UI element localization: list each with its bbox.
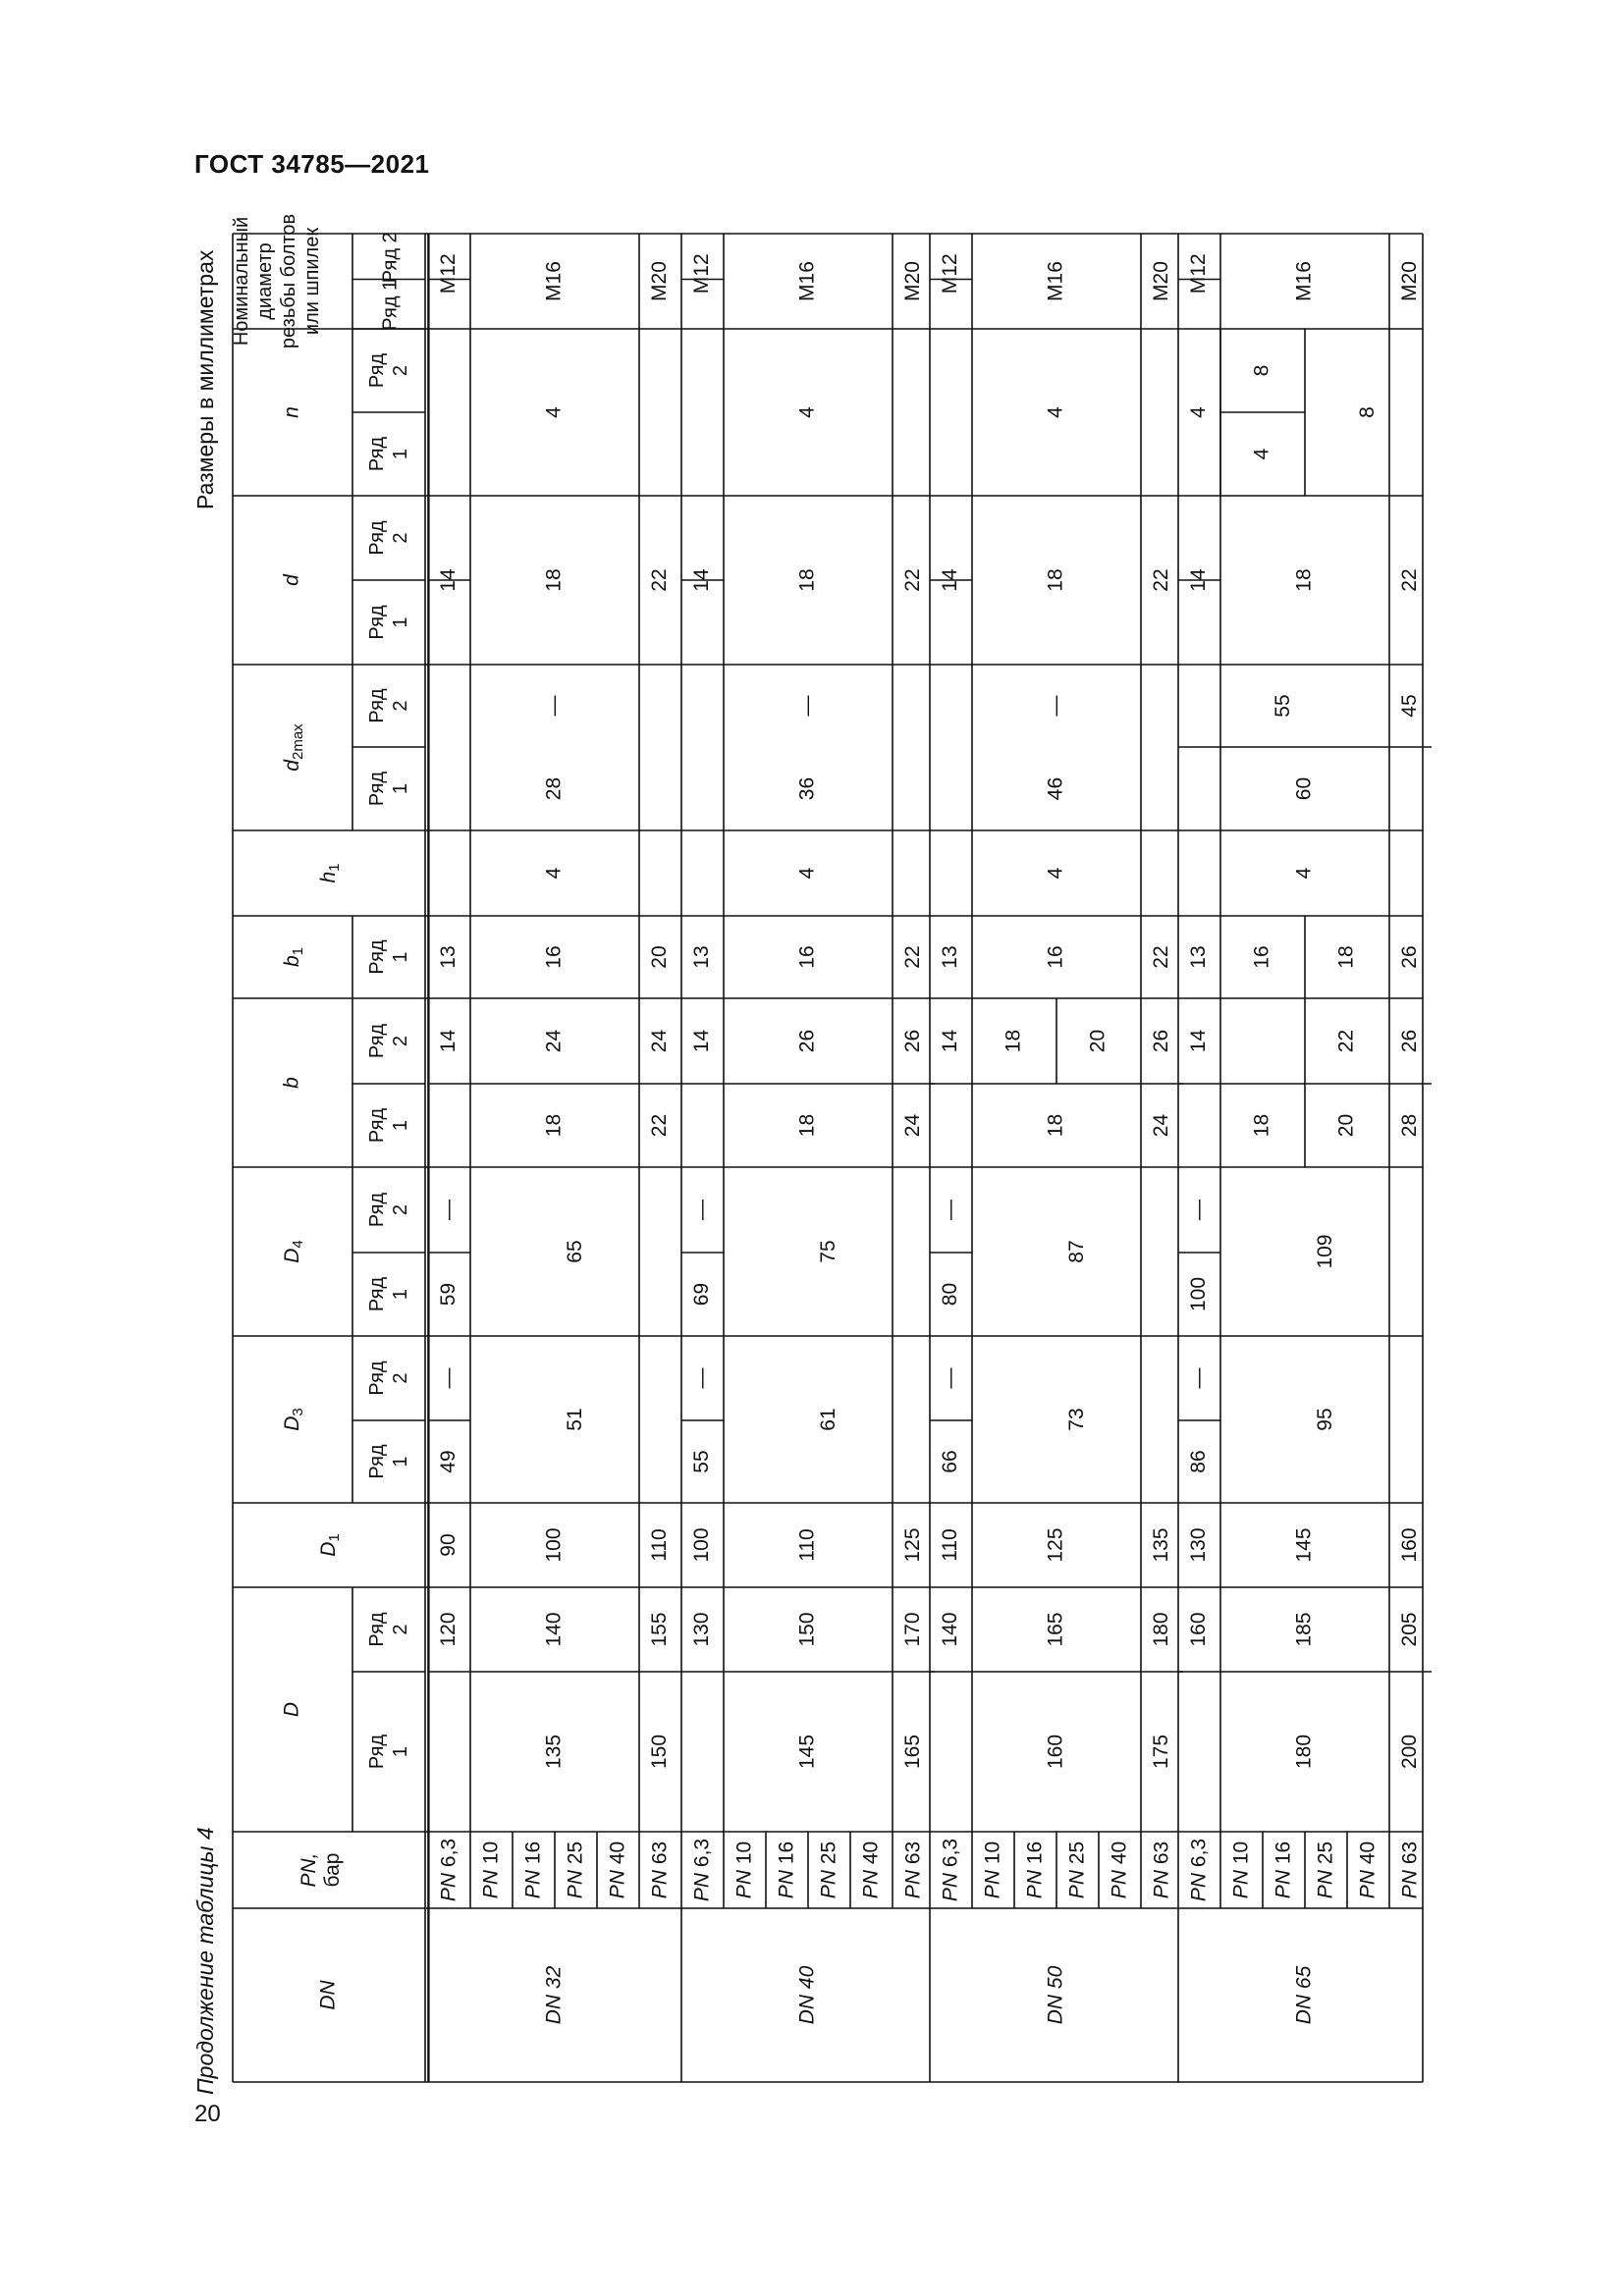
cell-D1: 160 — [1398, 1527, 1422, 1563]
cell-b-r2: 26 — [901, 1029, 925, 1053]
cell-d: 22 — [901, 568, 925, 592]
cell-D4-r1: 59 — [437, 1282, 460, 1307]
dn-label: DN 40 — [795, 1965, 819, 2025]
cell-thread: M20 — [901, 261, 925, 301]
cell-D3-r1: 55 — [690, 1450, 714, 1473]
cell-h1: 4 — [1044, 867, 1067, 880]
cell-b-r2: 24 — [542, 1029, 566, 1053]
cell-D1: 135 — [1150, 1527, 1173, 1563]
cell-thread: M12 — [1187, 253, 1211, 294]
cell-b1: 22 — [1150, 945, 1173, 969]
cell-D-r1: 160 — [1044, 1734, 1067, 1770]
cell-h1: 4 — [542, 867, 566, 880]
cell-b-r1: 18 — [1044, 1113, 1067, 1138]
header-D1: $D_1$ — [316, 1533, 343, 1557]
dn-label: DN 32 — [542, 1965, 566, 2025]
header-thread-row2: Ряд 2 — [379, 232, 402, 284]
cell-b-r1: 28 — [1398, 1113, 1422, 1138]
cell-d2max-r1: 28 — [542, 776, 566, 801]
pn-label: PN 25 — [1314, 1841, 1337, 1899]
cell-D3-r2: — — [1187, 1367, 1211, 1389]
pn-label: PN 40 — [859, 1841, 883, 1899]
cell-D3-r1: 86 — [1187, 1450, 1211, 1473]
cell-d: 14 — [690, 568, 714, 592]
pn-label: PN 16 — [775, 1841, 798, 1899]
header-row1-2: Ряд 1 — [366, 1276, 411, 1312]
header-row2-1: Ряд 2 — [366, 1361, 411, 1396]
pn-label: PN 25 — [1065, 1841, 1089, 1899]
cell-D3-merged: 95 — [1314, 1408, 1337, 1431]
cell-D-r1: 180 — [1292, 1734, 1316, 1770]
cell-d2max-r1: 36 — [795, 776, 819, 801]
cell-D-r2: 185 — [1292, 1612, 1316, 1647]
cell-b-r2: 18 — [1001, 1029, 1025, 1053]
cell-n-r1: 4 — [1250, 448, 1273, 460]
cell-D1: 90 — [437, 1533, 460, 1557]
pn-label: PN 6,3 — [437, 1838, 460, 1902]
header-row2-0: Ряд 2 — [366, 1612, 411, 1647]
header-row2-4: Ряд 2 — [366, 688, 411, 723]
cell-D-r1: 145 — [795, 1734, 819, 1770]
header-row2-5: Ряд 2 — [366, 520, 411, 556]
cell-n: 4 — [1187, 406, 1211, 418]
cell-n: 8 — [1356, 406, 1380, 418]
cell-d2max-r2: — — [795, 695, 819, 717]
cell-thread: M20 — [1150, 261, 1173, 301]
cell-b-r2: 26 — [1150, 1029, 1173, 1053]
cell-b-r1: 18 — [542, 1113, 566, 1138]
cell-d: 18 — [542, 568, 566, 592]
cell-b1: 16 — [795, 945, 819, 969]
pn-label: PN 40 — [606, 1841, 629, 1899]
table-cells — [231, 214, 1421, 2024]
cell-D4-r1: 80 — [939, 1282, 962, 1307]
cell-D-r2: 205 — [1398, 1612, 1422, 1647]
pn-label: PN 40 — [1356, 1841, 1380, 1899]
header-D4: $D_4$ — [280, 1240, 306, 1263]
header-row1-6: Ряд 1 — [366, 605, 411, 640]
cell-d: 14 — [939, 568, 962, 592]
cell-D1: 100 — [542, 1527, 566, 1563]
cell-D-r2: 165 — [1044, 1612, 1067, 1647]
standard-number: ГОСТ 34785—2021 — [194, 149, 430, 179]
pn-label: PN 10 — [1229, 1841, 1253, 1899]
cell-D1: 145 — [1292, 1527, 1316, 1563]
cell-b-r2: 14 — [1187, 1029, 1211, 1053]
header-b1: $b_1$ — [280, 946, 306, 968]
cell-b-r2: 26 — [795, 1029, 819, 1053]
cell-thread: M12 — [437, 253, 460, 294]
cell-b-r1: 24 — [1150, 1113, 1173, 1138]
cell-d2max-r2: — — [1044, 695, 1067, 717]
pn-label: PN 16 — [1023, 1841, 1047, 1899]
cell-D4-merged: 75 — [817, 1240, 840, 1263]
cell-thread: M16 — [1044, 261, 1067, 301]
pn-label: PN 63 — [901, 1841, 925, 1899]
cell-D4-r1: 69 — [690, 1282, 714, 1307]
cell-D4-r2: — — [1187, 1200, 1211, 1220]
cell-D-r1: 165 — [901, 1734, 925, 1770]
units-caption: Размеры в миллиметрах — [192, 249, 218, 509]
header-row1-4: Ряд 1 — [366, 939, 411, 975]
cell-D1: 110 — [648, 1528, 672, 1562]
cell-D3-r1: 66 — [939, 1450, 962, 1473]
cell-thread: M20 — [1398, 261, 1422, 301]
cell-b1: 20 — [648, 945, 672, 969]
cell-D-r2: 140 — [542, 1612, 566, 1647]
cell-b-r2: 14 — [939, 1029, 962, 1053]
cell-b1: 16 — [542, 945, 566, 969]
cell-D-r2: 170 — [901, 1612, 925, 1647]
cell-d: 18 — [795, 568, 819, 592]
header-n: n — [280, 406, 303, 418]
pn-label: PN 25 — [817, 1841, 840, 1899]
cell-d: 14 — [437, 568, 460, 592]
pn-label: PN 40 — [1108, 1841, 1131, 1899]
cell-D3-r2: — — [437, 1367, 460, 1389]
cell-D3-merged: 73 — [1065, 1408, 1089, 1431]
table-grid — [233, 234, 1432, 2082]
cell-d: 22 — [1398, 568, 1422, 592]
header-row2-6: Ряд 2 — [366, 352, 411, 389]
table-caption-continuation: Продолжение таблицы 4 — [192, 1827, 218, 2095]
cell-D3-merged: 51 — [564, 1408, 587, 1431]
header-row2-3: Ряд 2 — [366, 1023, 411, 1059]
cell-h1: 4 — [795, 867, 819, 880]
cell-n: 4 — [1044, 406, 1067, 418]
cell-D-r2: 130 — [690, 1612, 714, 1647]
cell-b-r2: 14 — [690, 1029, 714, 1053]
cell-d2max-r2: 55 — [1272, 694, 1295, 718]
cell-D3-r1: 49 — [437, 1450, 460, 1473]
cell-b1: 22 — [901, 945, 925, 969]
cell-D-r2: 180 — [1150, 1612, 1173, 1647]
header-row2-2: Ряд 2 — [366, 1192, 411, 1228]
header-thread: Номинальный диаметр резьбы болтов или шпилек — [231, 213, 323, 349]
cell-d2max-r2: 45 — [1398, 694, 1422, 718]
cell-D-r2: 140 — [939, 1612, 962, 1647]
header-dn: DN — [316, 1980, 340, 2010]
cell-thread: M16 — [1292, 261, 1316, 301]
cell-D4-r1: 100 — [1187, 1276, 1211, 1312]
header-D3: $D_3$ — [280, 1408, 306, 1431]
cell-b-r2: 24 — [648, 1029, 672, 1053]
cell-D-r1: 135 — [542, 1734, 566, 1770]
cell-b-r2: 26 — [1398, 1029, 1422, 1053]
cell-n-r2: 8 — [1250, 364, 1273, 377]
cell-D4-r2: — — [690, 1200, 714, 1220]
cell-b1: 16 — [1044, 945, 1067, 969]
page-number: 20 — [194, 2101, 221, 2127]
cell-D1: 110 — [939, 1528, 962, 1562]
dn-label: DN 50 — [1044, 1965, 1067, 2025]
cell-D-r2: 150 — [795, 1612, 819, 1647]
header-d2max: $d_{2max}$ — [280, 723, 306, 772]
cell-b1: 13 — [690, 945, 714, 969]
pn-label: PN 63 — [648, 1841, 672, 1899]
header-b: b — [280, 1077, 303, 1089]
cell-D1: 130 — [1187, 1527, 1211, 1563]
cell-D1: 100 — [690, 1527, 714, 1563]
header-D: D — [280, 1701, 303, 1718]
header-row1-0: Ряд 1 — [366, 1734, 411, 1770]
cell-b-r1: 24 — [901, 1113, 925, 1138]
cell-h1: 4 — [1292, 867, 1316, 880]
cell-thread: M12 — [690, 253, 714, 294]
cell-b-r2: 14 — [437, 1029, 460, 1053]
pn-label: PN 10 — [479, 1841, 503, 1899]
cell-D4-r2: — — [939, 1200, 962, 1220]
cell-D3-merged: 61 — [817, 1408, 840, 1431]
cell-thread: M16 — [795, 261, 819, 301]
cell-D4-r2: — — [437, 1200, 460, 1220]
cell-D-r1: 150 — [648, 1734, 672, 1770]
cell-D4-merged: 109 — [1314, 1234, 1337, 1269]
cell-d2max-r1: 46 — [1044, 776, 1067, 801]
cell-d2max-r2: — — [542, 695, 566, 717]
cell-D1: 125 — [1044, 1527, 1067, 1563]
pn-label: PN 63 — [1150, 1841, 1173, 1899]
header-h1: $h_1$ — [316, 863, 343, 883]
cell-b1: 16 — [1250, 945, 1273, 969]
pn-label: PN 16 — [521, 1841, 545, 1899]
cell-b-r1: 18 — [1250, 1113, 1273, 1138]
header-row1-5: Ряд 1 — [366, 771, 411, 807]
cell-D-r2: 155 — [648, 1612, 672, 1647]
cell-b-r2: 20 — [1086, 1029, 1110, 1053]
pn-label: PN 16 — [1272, 1841, 1295, 1899]
header-d: d — [280, 574, 303, 586]
cell-D-r1: 175 — [1150, 1734, 1173, 1770]
cell-D1: 125 — [901, 1527, 925, 1563]
header-pn: PN,бар — [298, 1852, 344, 1888]
cell-b1: 13 — [1187, 945, 1211, 969]
cell-thread: M16 — [542, 261, 566, 301]
cell-D-r2: 120 — [437, 1612, 460, 1647]
cell-D4-merged: 65 — [564, 1240, 587, 1263]
pn-label: PN 63 — [1398, 1841, 1422, 1899]
cell-b1: 26 — [1398, 945, 1422, 969]
pn-label: PN 10 — [981, 1841, 1004, 1899]
header-thread-row1: Ряд 1 — [379, 279, 402, 331]
cell-n: 4 — [795, 406, 819, 418]
cell-d2max-r1: 60 — [1292, 776, 1316, 801]
cell-thread: M20 — [648, 261, 672, 301]
cell-b1: 13 — [939, 945, 962, 969]
header-row1-7: Ряд 1 — [366, 436, 411, 472]
cell-b1: 18 — [1334, 945, 1358, 969]
cell-D3-r2: — — [690, 1367, 714, 1389]
cell-d: 22 — [1150, 568, 1173, 592]
pn-label: PN 6,3 — [1187, 1838, 1211, 1902]
pn-label: PN 25 — [564, 1841, 587, 1899]
cell-D-r2: 160 — [1187, 1612, 1211, 1647]
pn-label: PN 6,3 — [939, 1838, 962, 1902]
header-row1-1: Ряд 1 — [366, 1444, 411, 1479]
pn-label: PN 6,3 — [690, 1838, 714, 1902]
pn-label: PN 10 — [732, 1841, 756, 1899]
cell-D4-merged: 87 — [1065, 1240, 1089, 1263]
cell-d: 22 — [648, 568, 672, 592]
cell-d: 18 — [1292, 568, 1316, 592]
header-row1-3: Ряд 1 — [366, 1107, 411, 1144]
cell-b-r2: 22 — [1334, 1029, 1358, 1053]
cell-b-r1: 18 — [795, 1113, 819, 1138]
cell-D1: 110 — [795, 1528, 819, 1562]
cell-D3-r2: — — [939, 1367, 962, 1389]
dn-label: DN 65 — [1292, 1965, 1316, 2025]
cell-b-r1: 20 — [1334, 1113, 1358, 1138]
cell-D-r1: 200 — [1398, 1734, 1422, 1770]
cell-b1: 13 — [437, 945, 460, 969]
cell-b-r1: 22 — [648, 1113, 672, 1138]
cell-d: 14 — [1187, 568, 1211, 592]
cell-d: 18 — [1044, 568, 1067, 592]
cell-n: 4 — [542, 406, 566, 418]
cell-thread: M12 — [939, 253, 962, 294]
